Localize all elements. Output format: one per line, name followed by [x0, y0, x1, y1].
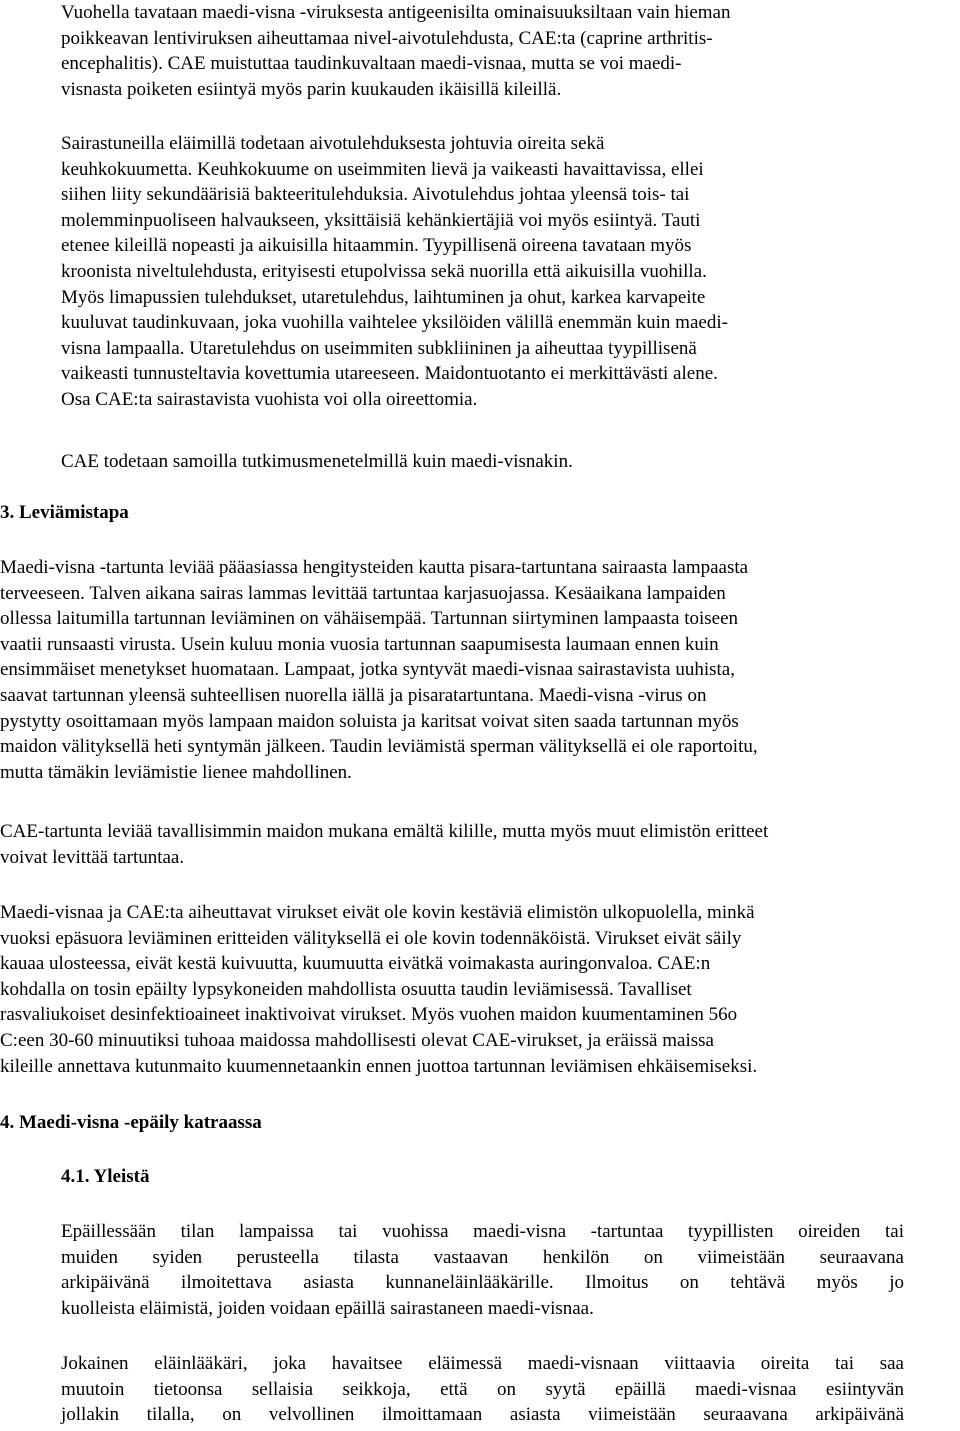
spread-paragraph — [0, 555, 758, 785]
text-line: encephalitis). CAE muistuttaa taudinkuvaltaan maedi-visnaa, mutta se voi maedi- — [61, 53, 682, 75]
intro-paragraph — [61, 0, 730, 102]
text-line: jollakin tilalla, on velvollinen ilmoittamaan asiasta viimeistään seuraavana arkipäivänä — [61, 1404, 904, 1426]
symptoms-paragraph — [61, 131, 728, 413]
cae-spread-paragraph — [0, 819, 768, 870]
text-line: saavat tartunnan yleensä suhteellisen nuorella iällä ja pisaratartuntana. Maedi-visna -virus on — [0, 684, 707, 706]
text-line: kohdalla on tosin epäilty lypsykoneiden mahdollista osuutta taudin leviämisessä. Tavalliset — [0, 978, 692, 1000]
text-line: keuhkokuumetta. Keuhkokuume on useimmiten lievä ja vaikeasti havaittavissa, ellei — [61, 158, 704, 180]
text-line: kuuluvat taudinkuvaan, joka vuohilla vaihtelee yksilöiden välillä enemmän kuin maedi- — [61, 312, 728, 334]
resistance-paragraph — [0, 900, 757, 1079]
text-line: vuoksi epäsuora leviäminen eritteiden välityksellä ei ole kovin todennäköistä. Virukset eivät säily — [0, 927, 742, 949]
text-line: Osa CAE:ta sairastavista vuohista voi olla oireettomia. — [61, 388, 478, 410]
section-4-1-heading: 4.1. Yleistä — [61, 1166, 150, 1187]
text-line: voivat levittää tartuntaa. — [0, 846, 185, 868]
text-line: muiden syiden perusteella tilasta vastaavan henkilön on viimeistään seuraavana — [61, 1246, 904, 1268]
text-line: muutoin tietoonsa sellaisia seikkoja, että on syytä epäillä maedi-visnaa esiintyvän — [61, 1378, 904, 1400]
diagnosis-paragraph — [61, 449, 573, 475]
section-4-heading: 4. Maedi-visna -epäily katraassa — [0, 1112, 262, 1133]
text-line: Maedi-visnaa ja CAE:ta aiheuttavat virukset eivät ole kovin kestäviä elimistön ulkopuolella, minkä — [0, 902, 755, 923]
notification-paragraph — [61, 1219, 904, 1321]
text-line: visna lampaalla. Utaretulehdus on useimmiten subkliininen ja aiheuttaa tyypillisenä — [61, 337, 697, 359]
text-line: kuolleista eläimistä, joiden voidaan epäillä sairastaneen maedi-visnaa. — [61, 1297, 594, 1319]
text-line: visnasta poiketen esiintyä myös parin kuukauden ikäisillä kileillä. — [61, 78, 562, 100]
text-line: C:een 30-60 minuutiksi tuhoaa maidossa mahdollisesti olevat CAE-virukset, ja eräissä maissa — [0, 1029, 714, 1051]
text-line: siihen liity sekundäärisiä bakteeritulehduksia. Aivotulehdus johtaa yleensä tois- tai — [61, 184, 690, 206]
text-line: pystytty osoittamaan myös lampaan maidon soluista ja karitsat voivat siten saada tartunnan myös — [0, 710, 739, 732]
text-line: poikkeavan lentiviruksen aiheuttamaa nivel-aivotulehdusta, CAE:ta (caprine arthritis- — [61, 27, 713, 49]
text-line: ollessa laitumilla tartunnan leviäminen on vähäisempää. Tartunnan siirtyminen lampaasta toiseen — [0, 608, 739, 630]
text-line: CAE-tartunta leviää tavallisimmin maidon mukana emältä kilille, mutta myös muut elimistön eritteet — [0, 821, 769, 842]
text-line: kroonista niveltulehdusta, erityisesti etupolvissa sekä nuorilla että aikuisilla vuohilla. — [61, 260, 707, 282]
text-line: kileille annettava kutunmaito kuumennetaankin ennen juottoa tartunnan leviämisen ehkäisemiseksi. — [0, 1055, 758, 1077]
text-line: Myös limapussien tulehdukset, utaretulehdus, laihtuminen ja ohut, karkea karvapeite — [61, 286, 706, 308]
vet-duty-paragraph — [61, 1351, 904, 1428]
text-line: etenee kileillä nopeasti ja aikuisilla hitaammin. Tyypillisenä oireena tavataan myös — [61, 235, 692, 257]
text-line: terveeseen. Talven aikana sairas lammas levittää tartuntaa karjasuojassa. Kesäaikana lampaiden — [0, 582, 726, 604]
text-line: maidon välityksellä heti syntymän jälkeen. Taudin leviämistä sperman välityksellä ei ole raportoitu, — [0, 736, 758, 758]
text-line: molemminpuoliseen halvaukseen, yksittäisiä kehänkiertäjiä voi myös esiintyä. Tauti — [61, 209, 701, 231]
text-line: kauaa ulosteessa, eivät kestä kuivuutta, kuumuutta eivätkä voimakasta auringonvaloa. CAE:n — [0, 953, 711, 975]
text-line: Sairastuneilla eläimillä todetaan aivotulehduksesta johtuvia oireita sekä — [61, 133, 605, 154]
section-3-heading: 3. Leviämistapa — [0, 502, 129, 523]
text-line: CAE todetaan samoilla tutkimusmenetelmillä kuin maedi-visnakin. — [61, 451, 573, 472]
text-line: Maedi-visna -tartunta leviää pääasiassa hengitysteiden kautta pisara-tartuntana sairaasta lampaasta — [0, 557, 749, 578]
text-line: vaatii runsaasti virusta. Usein kuluu monia vuosia tartunnan saapumisesta laumaan ennen kuin — [0, 633, 719, 655]
text-line: vaikeasti tunnusteltavia kovettumia utareeseen. Maidontuotanto ei merkittävästi alene. — [61, 363, 718, 385]
text-line: arkipäivänä ilmoitettava asiasta kunnaneläinlääkärille. Ilmoitus on tehtävä myös jo — [61, 1272, 904, 1294]
text-line: Epäillessään tilan lampaissa tai vuohissa maedi-visna -tartuntaa tyypillisten oireiden tai — [61, 1221, 904, 1242]
text-line: Vuohella tavataan maedi-visna -viruksesta antigeenisilta ominaisuuksiltaan vain hieman — [61, 2, 731, 23]
text-line: mutta tämäkin leviämistie lienee mahdollinen. — [0, 761, 352, 783]
text-line: ensimmäiset menetykset huomataan. Lampaat, jotka syntyvät maedi-visnaa sairastavista uuhista, — [0, 659, 735, 681]
text-line: rasvaliukoiset desinfektioaineet inaktivoivat virukset. Myös vuohen maidon kuumentaminen 56o — [0, 1004, 738, 1026]
text-line: Jokainen eläinlääkäri, joka havaitsee eläimessä maedi-visnaan viittaavia oireita tai saa — [61, 1353, 904, 1374]
